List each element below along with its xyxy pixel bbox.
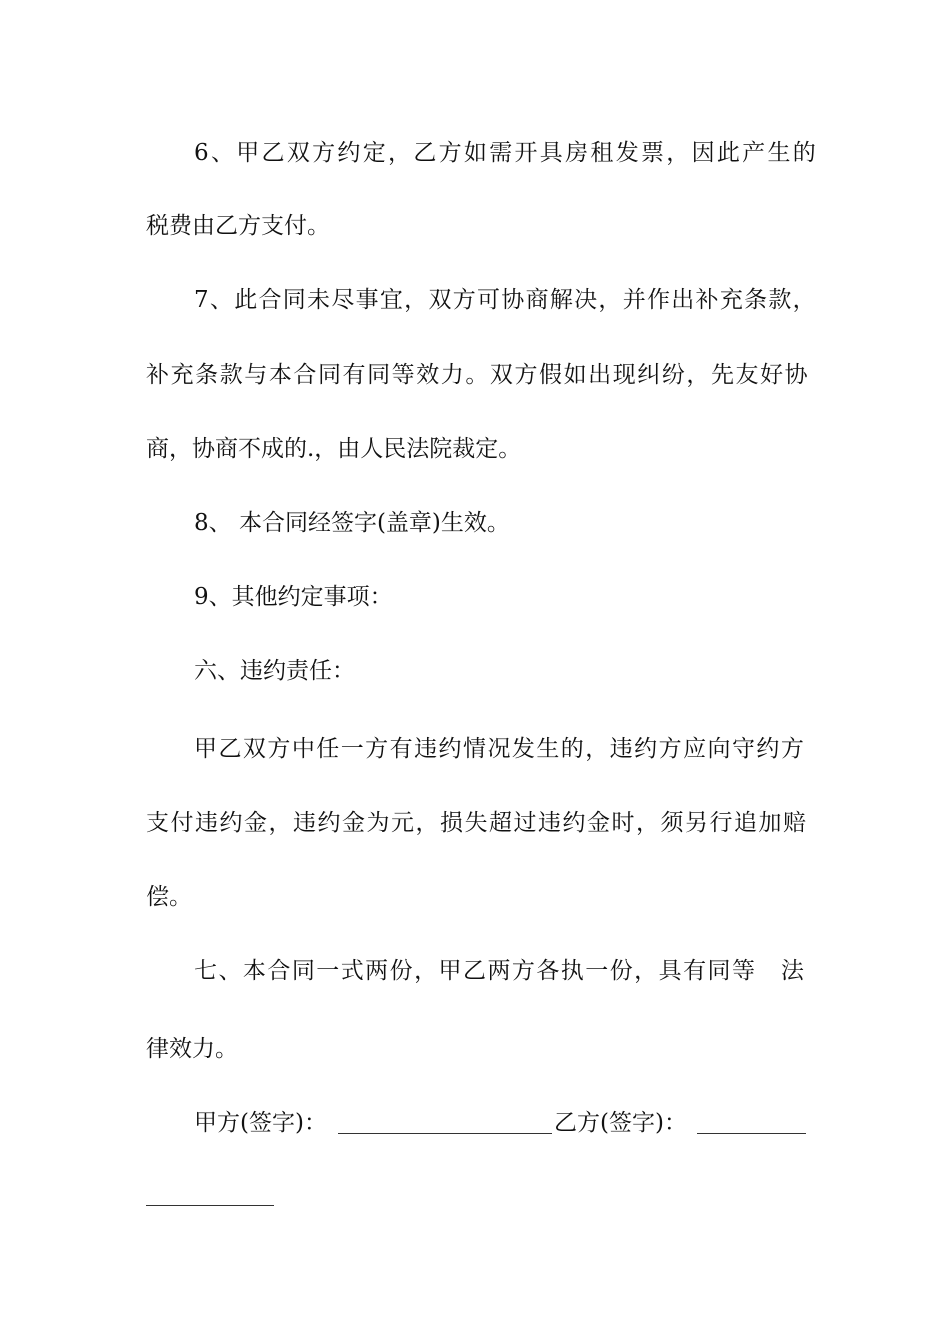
party-a-signature-label: 甲方(签字)： xyxy=(194,1110,327,1136)
clause-9-line-1: 9、其他约定事项： xyxy=(194,584,393,610)
party-b-signature-blank-continued[interactable] xyxy=(146,1205,274,1206)
section-7-line-1: 七 、 本 合 同 一 式 两 份 ， 甲 乙 两 方 各 执 一 份 ， 具 有 同 等 法 xyxy=(194,958,804,984)
clause-7-line-1: 7 、 此 合 同 未 尽 事 宜 ， 双 方 可 协 商 解 决 ， 并 作 出 补 充 条 款 ， xyxy=(194,287,816,313)
section-6-line-3: 偿。 xyxy=(146,884,192,910)
section-6-heading: 六、违约责任： xyxy=(194,658,355,684)
party-a-signature-blank[interactable] xyxy=(338,1133,552,1134)
section-6-line-2: 支 付 违 约 金 ， 违 约 金 为 元 ， 损 失 超 过 违 约 金 时 ， 须 另 行 追 加 赔 xyxy=(146,810,806,836)
section-6-line-1: 甲 乙 双 方 中 任 一 方 有 违 约 情 况 发 生 的 ， 违 约 方 应 向 守 约 方 xyxy=(194,736,804,762)
clause-7-line-2: 补 充 条 款 与 本 合 同 有 同 等 效 力 。 双 方 假 如 出 现 纠 纷 ， 先 友 好 协 xyxy=(146,362,808,388)
party-b-signature-label: 乙方(签字)： xyxy=(554,1110,687,1136)
clause-8-line-1: 8、 本合同经签字(盖章)生效。 xyxy=(194,510,510,536)
section-7-line-2: 律效力。 xyxy=(146,1036,238,1062)
party-b-signature-blank[interactable] xyxy=(697,1133,806,1134)
clause-6-line-2: 税费由乙方支付。 xyxy=(146,213,330,239)
clause-7-line-3: 商，协商不成的.，由人民法院裁定。 xyxy=(146,436,522,462)
clause-6-line-1: 6 、 甲 乙 双 方 约 定 ， 乙 方 如 需 开 具 房 租 发 票 ， 因 此 产 生 的 xyxy=(194,140,816,166)
